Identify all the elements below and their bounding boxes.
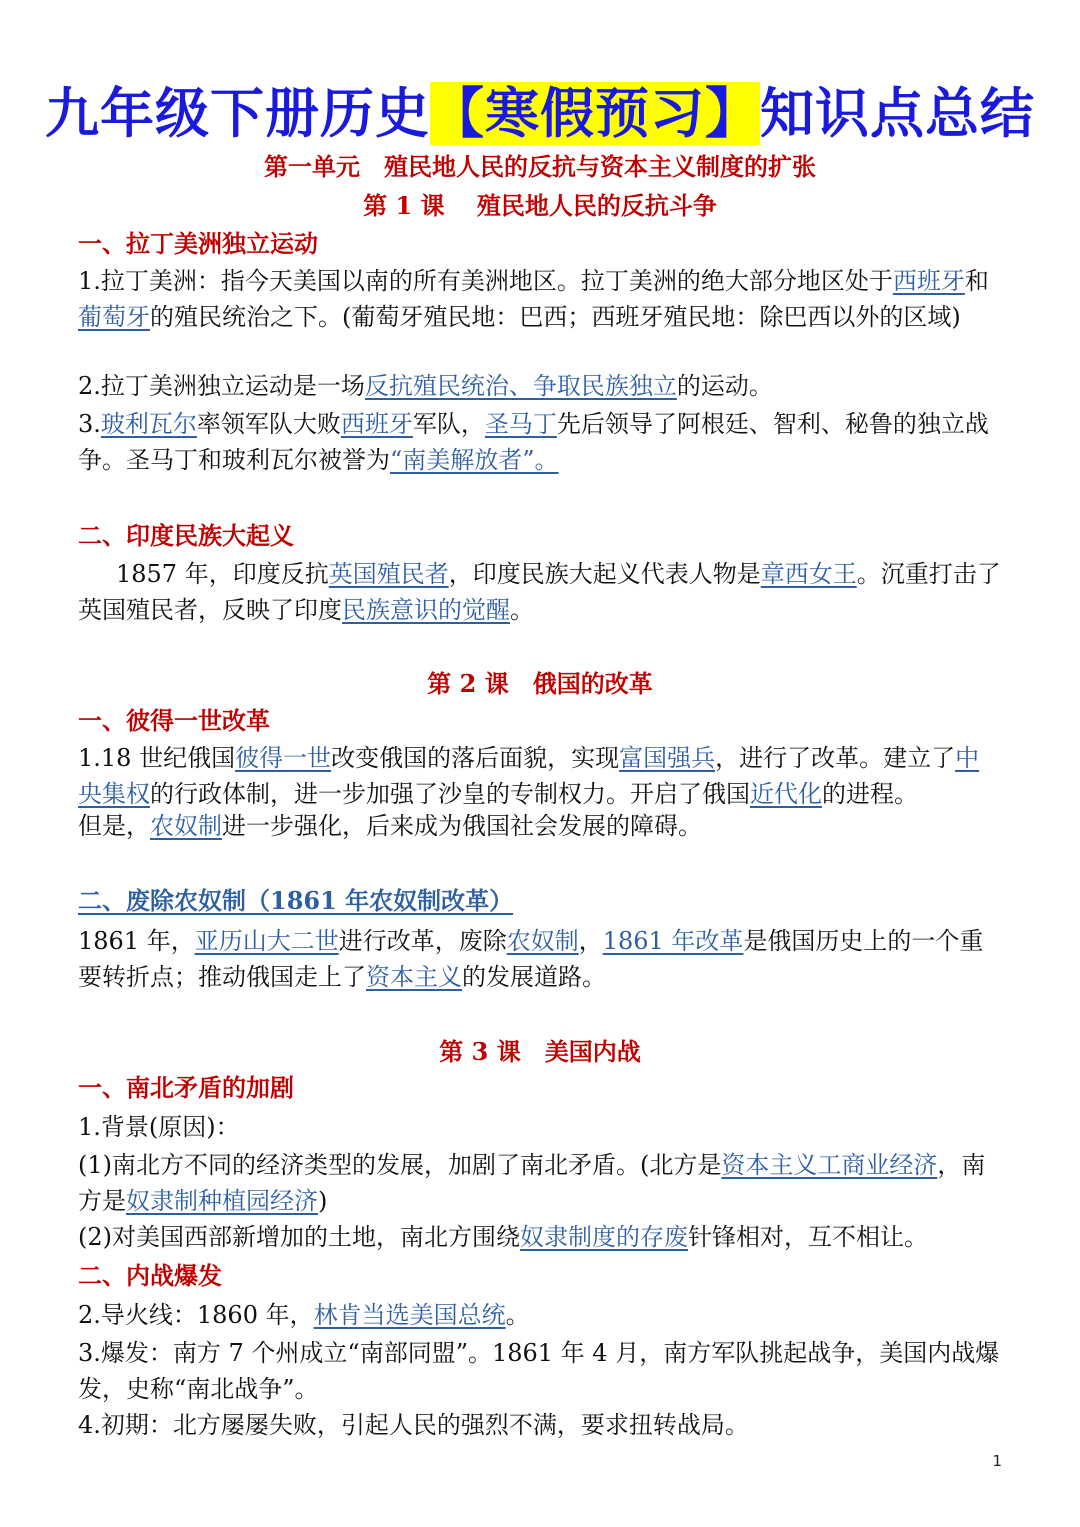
lesson-2-paragraph-2: 但是，农奴制进一步强化，后来成为俄国社会发展的障碍。 (78, 812, 702, 840)
lesson-1-section-2-heading: 二、印度民族大起义 (78, 521, 294, 550)
unit-heading: 第一单元 殖民地人民的反抗与资本主义制度的扩张 (264, 152, 816, 181)
title-highlight: 【寒假预习】 (430, 82, 760, 145)
lesson-2-heading: 第 2 课 俄国的改革 (427, 669, 653, 698)
page-number: 1 (992, 1452, 1002, 1470)
lesson-1-section-1-heading: 一、拉丁美洲独立运动 (78, 229, 318, 258)
lesson-2-paragraph-3: 1861 年，亚历山大二世进行改革，废除农奴制，1861 年改革是俄国历史上的一个重要转折点；推动俄国走上了资本主义的发展道路。 (78, 927, 984, 991)
page-title (0, 78, 1080, 150)
lesson-1-heading: 第 1 课 殖民地人民的反抗斗争 (363, 191, 717, 220)
lesson-3-paragraph-5: 3.爆发：南方 7 个州成立“南部同盟”。1861 年 4 月，南方军队挑起战争，美国内战爆发，史称“南北战争”。 (78, 1339, 1000, 1403)
title-prefix: 九年级下册历史 (45, 82, 430, 145)
lesson-3-paragraph-2: (1)南北方不同的经济类型的发展，加剧了南北矛盾。(北方是资本主义工商业经济，南方是奴隶制种植园经济) (78, 1151, 986, 1215)
lesson-3-paragraph-4: 2.导火线：1860 年，林肯当选美国总统。 (78, 1301, 530, 1329)
title-suffix: 知识点总结 (760, 82, 1035, 145)
lesson-3-paragraph-1: 1.背景(原因)： (78, 1113, 240, 1141)
lesson-3-heading: 第 3 课 美国内战 (439, 1037, 641, 1066)
lesson-3-section-2-heading: 二、内战爆发 (78, 1261, 222, 1290)
lesson-2-paragraph-1: 1.18 世纪俄国彼得一世改变俄国的落后面貌，实现富国强兵，进行了改革。建立了中央集权的行政体制，进一步加强了沙皇的专制权力。开启了俄国近代化的进程。 (78, 744, 980, 808)
lesson-2-section-1-heading: 一、彼得一世改革 (78, 706, 270, 735)
lesson-3-paragraph-3: (2)对美国西部新增加的土地，南北方围绕奴隶制度的存废针锋相对，互不相让。 (78, 1223, 928, 1251)
lesson-2-section-2-heading: 二、废除农奴制（1861 年农奴制改革） (78, 886, 514, 915)
lesson-3-paragraph-6: 4.初期：北方屡屡失败，引起人民的强烈不满，要求扭转战局。 (78, 1411, 749, 1439)
lesson-1-paragraph-3: 3.玻利瓦尔率领军队大败西班牙军队，圣马丁先后领导了阿根廷、智利、秘鲁的独立战争。圣马丁和玻利瓦尔被誉为“南美解放者”。 (78, 410, 989, 474)
lesson-3-section-1-heading: 一、南北矛盾的加剧 (78, 1073, 294, 1102)
lesson-1-paragraph-4: 1857 年，印度反抗英国殖民者，印度民族大起义代表人物是章西女王。沉重打击了英国殖民者，反映了印度民族意识的觉醒。 (78, 560, 1001, 624)
lesson-1-paragraph-1: 1.拉丁美洲：指今天美国以南的所有美洲地区。拉丁美洲的绝大部分地区处于西班牙和葡萄牙的殖民统治之下。(葡萄牙殖民地：巴西；西班牙殖民地：除巴西以外的区域) (78, 267, 989, 331)
lesson-1-paragraph-2: 2.拉丁美洲独立运动是一场反抗殖民统治、争取民族独立的运动。 (78, 372, 773, 400)
